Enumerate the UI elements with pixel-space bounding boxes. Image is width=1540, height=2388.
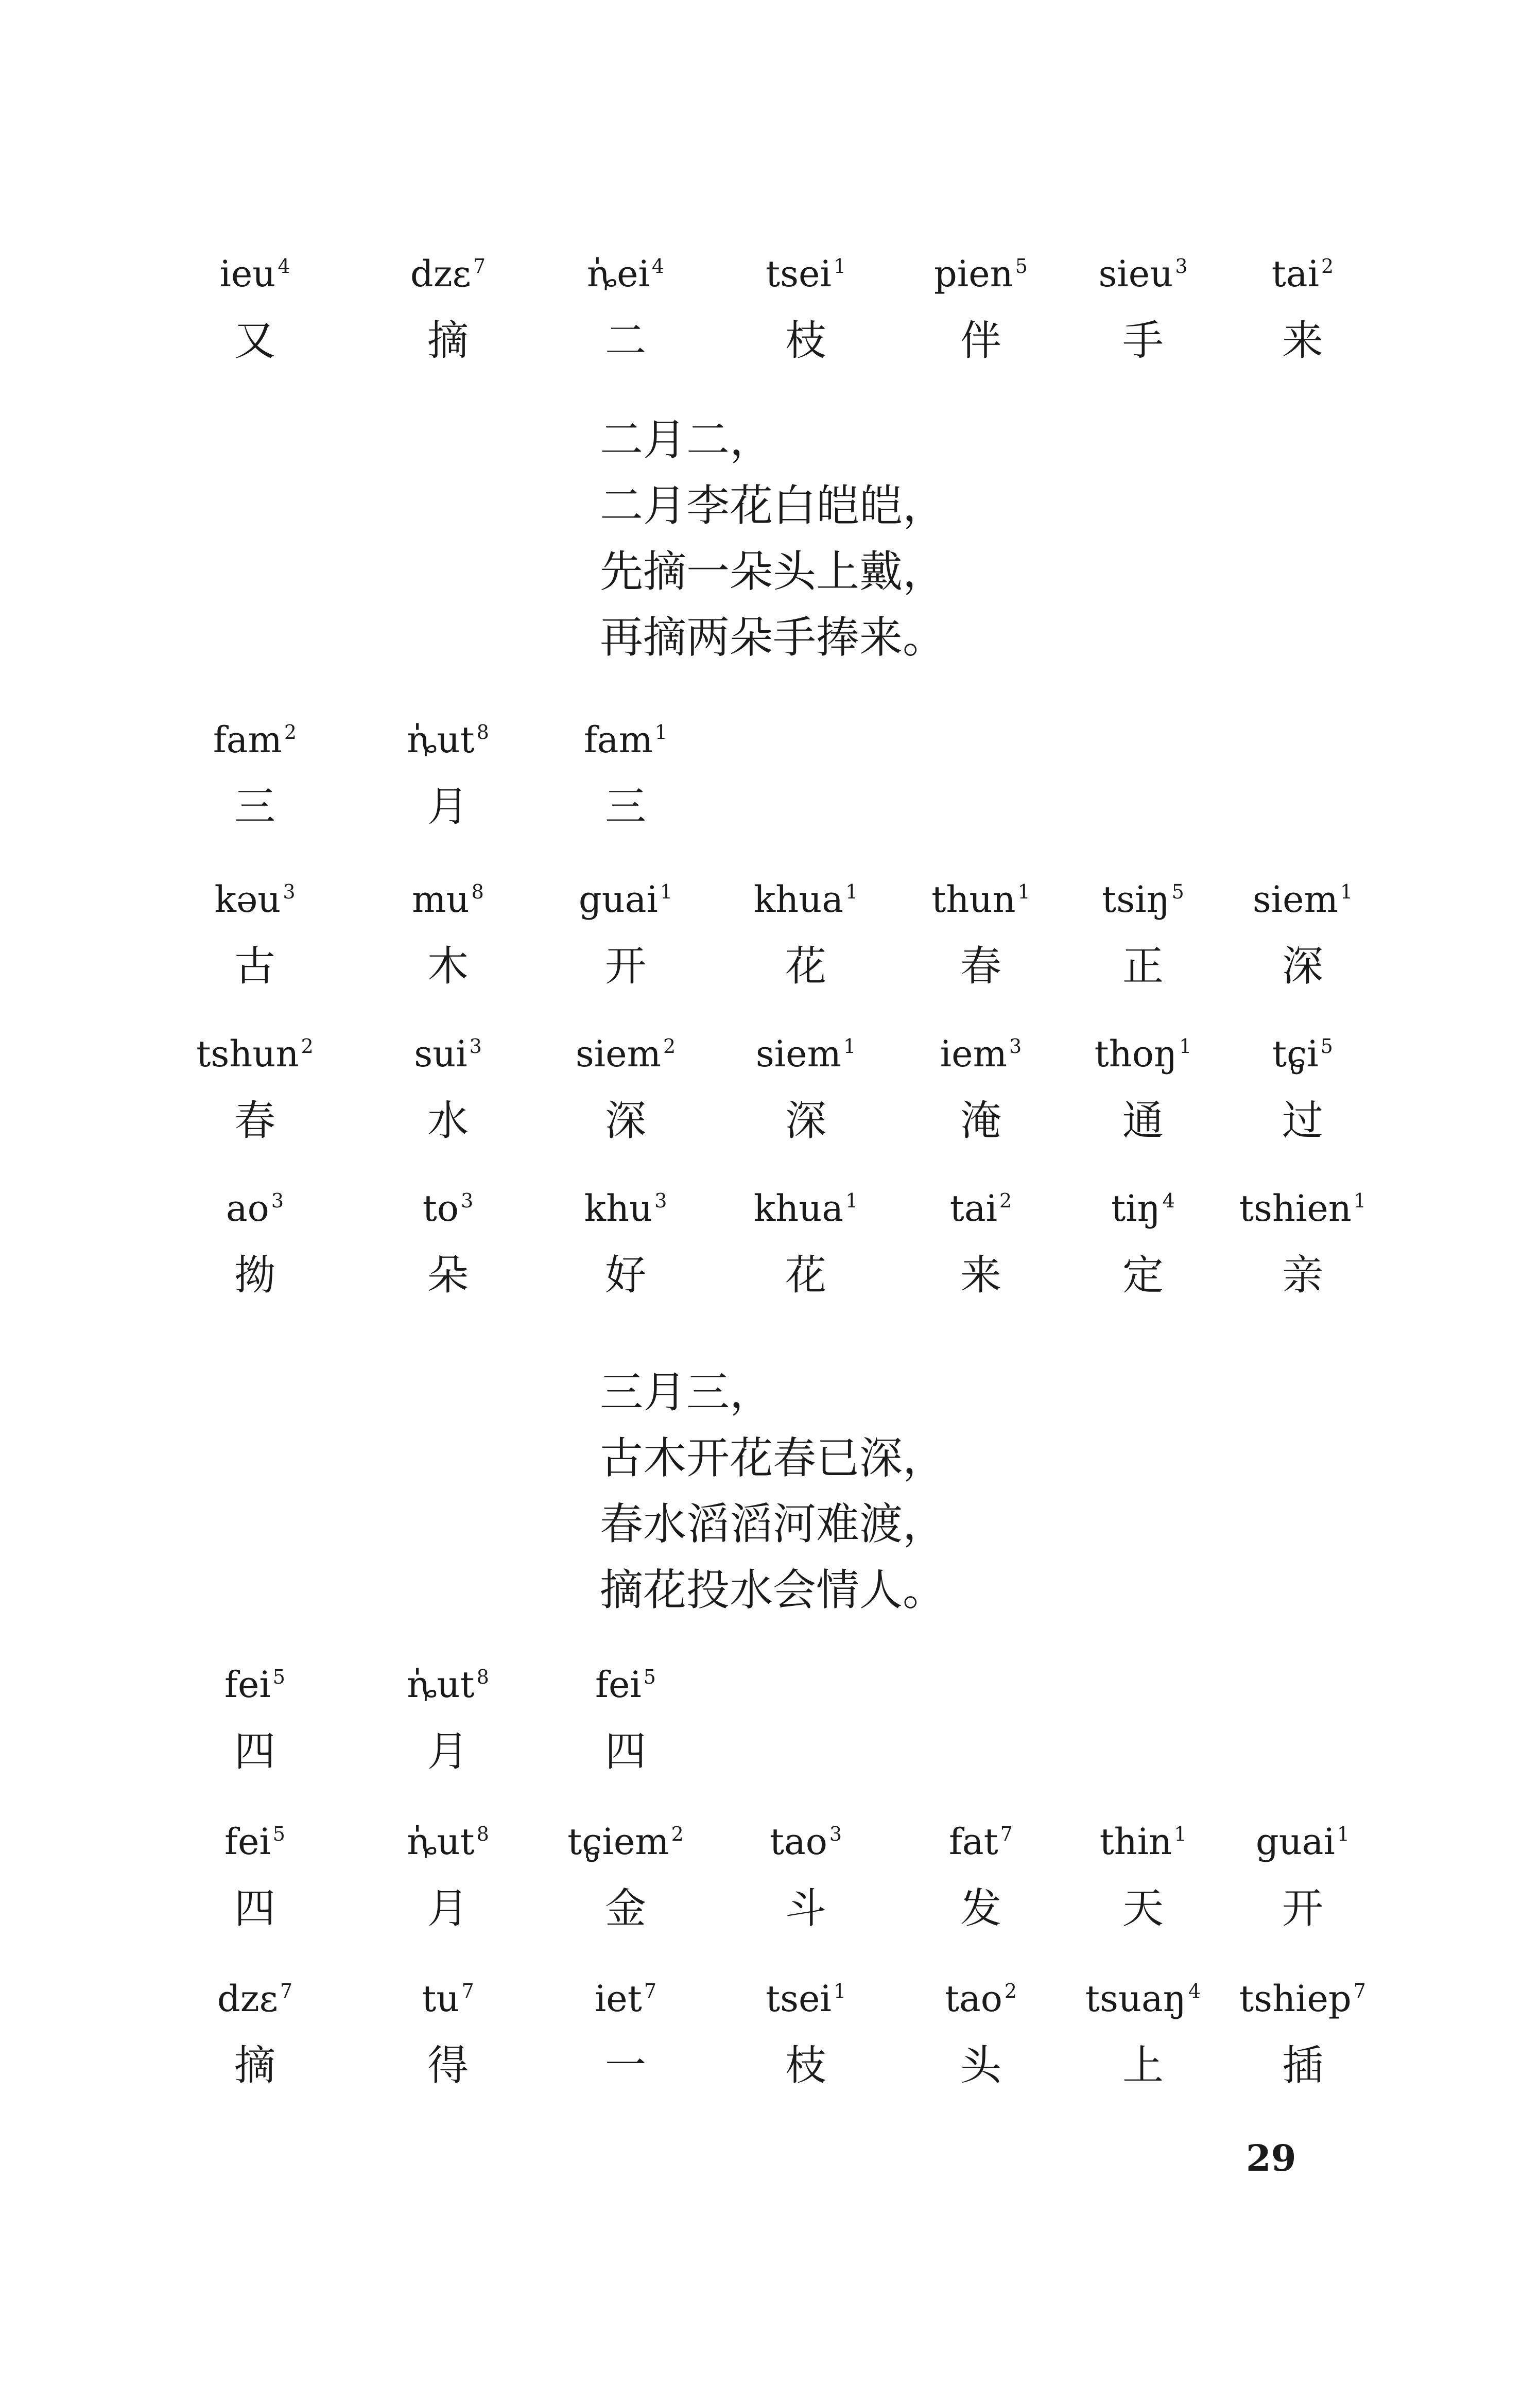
romanization [162, 252, 348, 296]
word-column [533, 1820, 718, 1933]
tone-number: 8 [476, 721, 489, 743]
tone-number: 5 [272, 1666, 285, 1688]
romanization-text: guai [578, 878, 658, 921]
tone-number: 8 [471, 880, 484, 903]
romanization [533, 718, 718, 762]
romanization [355, 1187, 541, 1230]
tone-number: 1 [1353, 1189, 1366, 1212]
romanization-text: tsei [765, 253, 832, 295]
word-column [1050, 1032, 1236, 1146]
tone-number: 1 [654, 721, 668, 743]
word-column [713, 252, 898, 366]
romanization-text: fam [583, 719, 653, 761]
romanization-text: tai [949, 1187, 998, 1230]
romanization-text: tsuaŋ [1085, 1978, 1186, 2020]
romanization [355, 718, 541, 762]
chinese-gloss: 木 [427, 942, 469, 990]
romanization-text: tu [422, 1978, 460, 2020]
tone-number: 4 [1162, 1189, 1175, 1212]
word-column [888, 1032, 1074, 1146]
chinese-gloss: 开 [605, 942, 646, 990]
chinese-gloss: 通 [1122, 1097, 1164, 1145]
word-column [1050, 252, 1236, 366]
word-column [1050, 1977, 1236, 2090]
romanization [1210, 1820, 1395, 1863]
chinese-gloss: 春 [960, 942, 1001, 990]
romanization [355, 1663, 541, 1706]
word-column [1210, 1032, 1395, 1146]
word-column [162, 878, 348, 991]
romanization-text: khua [753, 878, 844, 921]
tone-number: 1 [660, 880, 673, 903]
romanization [162, 1663, 348, 1706]
tone-number: 1 [845, 880, 858, 903]
word-column [713, 1032, 898, 1146]
tone-number: 1 [1337, 1823, 1350, 1845]
chinese-gloss: 手 [1122, 317, 1164, 365]
romanization [533, 1663, 718, 1706]
romanization-text: ȵ̍ei [586, 253, 650, 295]
tone-number: 7 [461, 1980, 474, 2002]
tone-number: 8 [476, 1823, 489, 1845]
chinese-gloss: 定 [1122, 1251, 1164, 1299]
chinese-gloss: 枝 [785, 317, 826, 365]
word-column [888, 1820, 1074, 1933]
chinese-gloss: 四 [605, 1727, 646, 1775]
chinese-gloss: 金 [605, 1884, 646, 1932]
romanization [162, 1820, 348, 1863]
chinese-gloss: 过 [1282, 1097, 1323, 1145]
word-column [355, 1663, 541, 1776]
chinese-gloss: 古 [234, 942, 275, 990]
romanization-text: to [422, 1187, 459, 1230]
word-column [355, 1187, 541, 1300]
verse-line: 摘花投水会情人。 [600, 1565, 946, 1615]
romanization-text: ȵ̍ut [407, 719, 475, 761]
word-column [533, 878, 718, 991]
chinese-gloss: 一 [605, 2041, 646, 2089]
word-column [533, 1663, 718, 1776]
romanization [713, 1187, 898, 1230]
chinese-gloss: 月 [427, 783, 469, 830]
word-column [162, 718, 348, 832]
romanization [162, 878, 348, 921]
romanization [1050, 1032, 1236, 1076]
romanization [162, 718, 348, 762]
chinese-gloss: 来 [960, 1251, 1001, 1299]
romanization [888, 1820, 1074, 1863]
tone-number: 2 [663, 1035, 676, 1058]
tone-number: 7 [280, 1980, 293, 2002]
word-column [533, 1977, 718, 2090]
chinese-gloss: 好 [605, 1251, 646, 1299]
tone-number: 5 [1015, 255, 1028, 278]
romanization [533, 1977, 718, 2020]
romanization [162, 1977, 348, 2020]
romanization [1050, 878, 1236, 921]
romanization-text: kəu [214, 878, 281, 921]
romanization-text: thin [1099, 1821, 1172, 1863]
romanization [713, 252, 898, 296]
verse-line: 春水滔滔河难渡， [600, 1499, 946, 1549]
romanization-text: khu [584, 1187, 653, 1230]
romanization [1210, 1187, 1395, 1230]
romanization-text: tɕ̡iem [567, 1821, 669, 1863]
romanization-text: tɕ̡i [1272, 1033, 1319, 1075]
romanization [888, 1032, 1074, 1076]
tone-number: 7 [1353, 1980, 1366, 2002]
translation-verse [600, 1359, 946, 1623]
word-column [1210, 1977, 1395, 2090]
word-column [888, 1187, 1074, 1300]
romanization-text: siem [755, 1033, 841, 1075]
tone-number: 8 [476, 1666, 489, 1688]
verse-line: 古木开花春已深， [600, 1433, 946, 1483]
romanization [355, 252, 541, 296]
chinese-gloss: 水 [427, 1097, 469, 1145]
word-column [533, 252, 718, 366]
romanization [533, 252, 718, 296]
romanization-text: tshiep [1239, 1978, 1352, 2020]
romanization [533, 1820, 718, 1863]
verse-line: 再摘两朵手捧来。 [600, 612, 946, 663]
romanization [1210, 1032, 1395, 1076]
tone-number: 1 [1179, 1035, 1192, 1058]
romanization-text: fat [949, 1821, 998, 1863]
chinese-gloss: 来 [1282, 317, 1323, 365]
romanization [533, 1032, 718, 1076]
tone-number: 5 [272, 1823, 285, 1845]
chinese-gloss: 四 [234, 1884, 275, 1932]
romanization-text: tsiŋ [1102, 878, 1170, 921]
romanization [1210, 252, 1395, 296]
tone-number: 3 [461, 1189, 474, 1212]
tone-number: 1 [1174, 1823, 1187, 1845]
word-column [1210, 878, 1395, 991]
word-column [355, 1032, 541, 1146]
romanization-text: fam [213, 719, 282, 761]
romanization [1050, 1187, 1236, 1230]
romanization-text: fei [224, 1821, 271, 1863]
word-column [533, 718, 718, 832]
romanization-text: thoŋ [1094, 1033, 1178, 1075]
romanization [713, 1977, 898, 2020]
romanization-text: tsei [765, 1978, 832, 2020]
romanization [355, 878, 541, 921]
word-column [162, 1187, 348, 1300]
chinese-gloss: 正 [1122, 942, 1164, 990]
word-column [355, 1820, 541, 1933]
word-column [1050, 1820, 1236, 1933]
romanization-text: sui [414, 1033, 468, 1075]
tone-number: 4 [1188, 1980, 1201, 2002]
chinese-gloss: 天 [1122, 1884, 1164, 1932]
chinese-gloss: 淹 [960, 1097, 1001, 1145]
tone-number: 7 [473, 255, 486, 278]
romanization-text: dzɛ [217, 1978, 278, 2020]
romanization [713, 1820, 898, 1863]
romanization-text: tao [944, 1978, 1002, 2020]
romanization-text: tshun [196, 1033, 299, 1075]
word-column [1210, 1187, 1395, 1300]
word-column [533, 1187, 718, 1300]
tone-number: 1 [833, 255, 846, 278]
tone-number: 4 [651, 255, 665, 278]
word-column [355, 718, 541, 832]
tone-number: 2 [1004, 1980, 1017, 2002]
word-column [162, 1032, 348, 1146]
chinese-gloss: 摘 [234, 2041, 275, 2089]
chinese-gloss: 摘 [427, 317, 469, 365]
chinese-gloss: 拗 [234, 1251, 275, 1299]
romanization-text: siem [575, 1033, 661, 1075]
word-column [888, 1977, 1074, 2090]
chinese-gloss: 二 [605, 317, 646, 365]
word-column [355, 878, 541, 991]
chinese-gloss: 月 [427, 1884, 469, 1932]
tone-number: 1 [1017, 880, 1030, 903]
verse-line: 二月二， [600, 414, 773, 465]
page-number: 29 [1246, 2137, 1296, 2179]
romanization [888, 1977, 1074, 2020]
tone-number: 3 [469, 1035, 482, 1058]
romanization [888, 878, 1074, 921]
romanization [1210, 878, 1395, 921]
romanization-text: ao [226, 1187, 269, 1230]
romanization [1050, 1977, 1236, 2020]
romanization-text: ȵ̍ut [407, 1821, 475, 1863]
chinese-gloss: 发 [960, 1884, 1001, 1932]
word-column [162, 1977, 348, 2090]
chinese-gloss: 伴 [960, 317, 1001, 365]
romanization [1210, 1977, 1395, 2020]
tone-number: 7 [1000, 1823, 1013, 1845]
chinese-gloss: 花 [785, 1251, 826, 1299]
tone-number: 1 [845, 1189, 858, 1212]
tone-number: 4 [278, 255, 290, 278]
romanization-text: sieu [1098, 253, 1173, 295]
romanization [162, 1032, 348, 1076]
romanization-text: guai [1255, 1821, 1335, 1863]
chinese-gloss: 深 [605, 1097, 646, 1145]
romanization [355, 1977, 541, 2020]
word-column [713, 1820, 898, 1933]
tone-number: 2 [1321, 255, 1334, 278]
romanization-text: tiŋ [1111, 1187, 1161, 1230]
romanization [713, 1032, 898, 1076]
tone-number: 3 [1009, 1035, 1022, 1058]
word-column [533, 1032, 718, 1146]
romanization [713, 878, 898, 921]
romanization [1050, 1820, 1236, 1863]
romanization-text: khua [753, 1187, 844, 1230]
chinese-gloss: 又 [234, 317, 275, 365]
chinese-gloss: 三 [234, 783, 275, 830]
tone-number: 2 [999, 1189, 1012, 1212]
romanization-text: ȵ̍ut [407, 1664, 475, 1706]
romanization-text: dzɛ [410, 253, 471, 295]
verse-line: 二月李花白皑皑， [600, 480, 946, 531]
word-column [355, 252, 541, 366]
chinese-gloss: 头 [960, 2041, 1001, 2089]
romanization-text: tai [1271, 253, 1320, 295]
tone-number: 3 [271, 1189, 284, 1212]
word-column [713, 1977, 898, 2090]
tone-number: 1 [833, 1980, 846, 2002]
romanization [888, 252, 1074, 296]
word-column [888, 252, 1074, 366]
chinese-gloss: 三 [605, 783, 646, 830]
chinese-gloss: 枝 [785, 2041, 826, 2089]
romanization [162, 1187, 348, 1230]
romanization [533, 1187, 718, 1230]
word-column [888, 878, 1074, 991]
romanization-text: ieu [219, 253, 276, 295]
chinese-gloss: 月 [427, 1727, 469, 1775]
romanization-text: mu [412, 878, 470, 921]
translation-verse [600, 407, 946, 670]
romanization [1050, 252, 1236, 296]
romanization-text: tshien [1239, 1187, 1352, 1230]
chinese-gloss: 深 [785, 1097, 826, 1145]
chinese-gloss: 四 [234, 1727, 275, 1775]
romanization [888, 1187, 1074, 1230]
tone-number: 5 [1320, 1035, 1333, 1058]
chinese-gloss: 亲 [1282, 1251, 1323, 1299]
word-column [162, 1820, 348, 1933]
chinese-gloss: 插 [1282, 2041, 1323, 2089]
chinese-gloss: 深 [1282, 942, 1323, 990]
romanization-text: fei [595, 1664, 642, 1706]
word-column [355, 1977, 541, 2090]
tone-number: 2 [671, 1823, 684, 1845]
romanization-text: pien [934, 253, 1013, 295]
romanization-text: siem [1252, 878, 1338, 921]
chinese-gloss: 开 [1282, 1884, 1323, 1932]
tone-number: 1 [843, 1035, 856, 1058]
chinese-gloss: 斗 [785, 1884, 826, 1932]
tone-number: 3 [829, 1823, 842, 1845]
word-column [1210, 1820, 1395, 1933]
chinese-gloss: 上 [1122, 2041, 1164, 2089]
word-column [1050, 1187, 1236, 1300]
romanization [355, 1032, 541, 1076]
tone-number: 3 [654, 1189, 667, 1212]
verse-line: 先摘一朵头上戴， [600, 546, 946, 597]
romanization [355, 1820, 541, 1863]
tone-number: 7 [644, 1980, 657, 2002]
chinese-gloss: 春 [234, 1097, 275, 1145]
tone-number: 3 [1175, 255, 1188, 278]
tone-number: 1 [1340, 880, 1353, 903]
verse-line: 三月三， [600, 1367, 773, 1417]
romanization-text: thun [931, 878, 1016, 921]
tone-number: 2 [301, 1035, 314, 1058]
romanization-text: fei [224, 1664, 271, 1706]
word-column [162, 252, 348, 366]
tone-number: 5 [1171, 880, 1184, 903]
word-column [713, 1187, 898, 1300]
chinese-gloss: 花 [785, 942, 826, 990]
word-column [162, 1663, 348, 1776]
tone-number: 2 [284, 721, 297, 743]
word-column [1210, 252, 1395, 366]
romanization-text: tao [769, 1821, 827, 1863]
tone-number: 3 [283, 880, 296, 903]
tone-number: 5 [643, 1666, 656, 1688]
romanization [533, 878, 718, 921]
chinese-gloss: 得 [427, 2041, 469, 2089]
romanization-text: iem [940, 1033, 1007, 1075]
romanization-text: iet [594, 1978, 642, 2020]
chinese-gloss: 朵 [427, 1251, 469, 1299]
word-column [1050, 878, 1236, 991]
word-column [713, 878, 898, 991]
